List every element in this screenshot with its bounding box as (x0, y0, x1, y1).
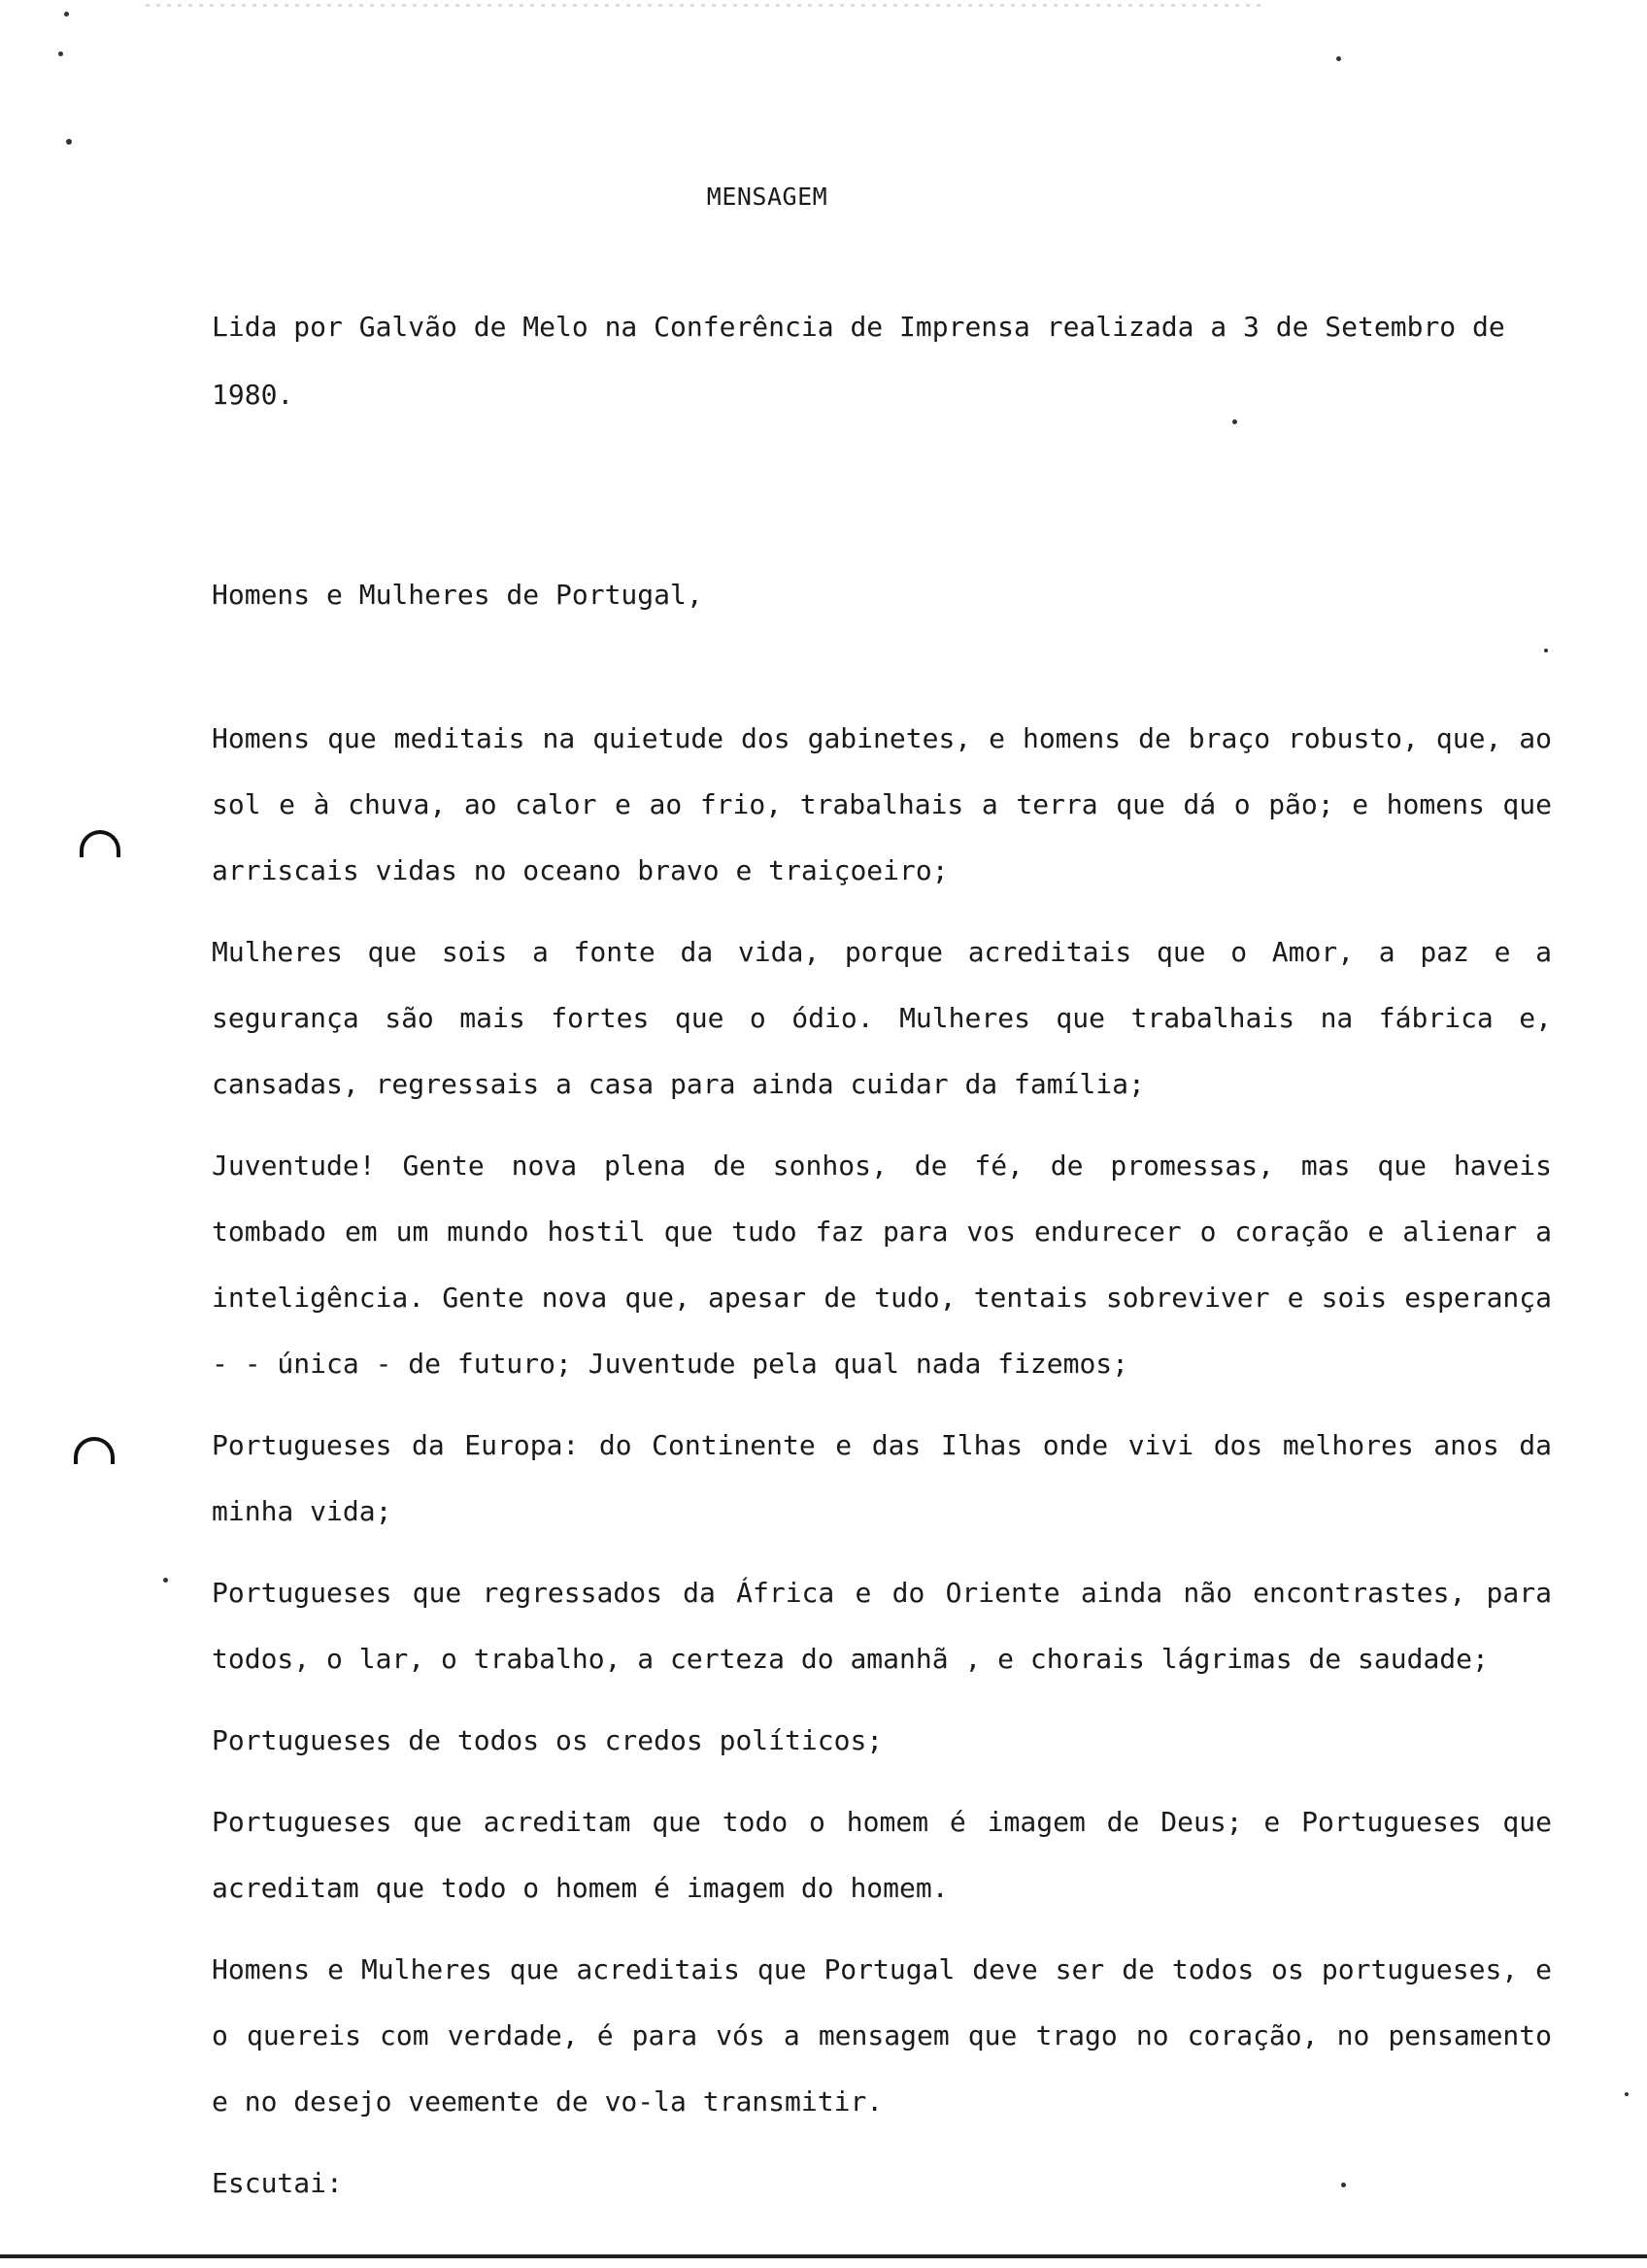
paragraph: Homens que meditais na quietude dos gabinetes, e homens de braço robusto, que, ao sol e à chuva, ao calor e ao frio, trabalhais a terra que dá o pão; e homens que arriscais vidas no oceano bravo e traiçoeiro; (212, 722, 1552, 886)
document-title: MENSAGEM (706, 183, 828, 211)
paragraph: Portugueses que acreditam que todo o homem é imagem de Deus; e Portugueses que acreditam que todo o homem é imagem do homem. (212, 1806, 1552, 1904)
paragraph: Homens e Mulheres que acreditais que Portugal deve ser de todos os portugueses, e o quereis com verdade, é para vós a mensagem que trago no coração, no pensamento e no desejo veemente de vo-la transmitir. (212, 1953, 1552, 2118)
scan-speck (64, 12, 69, 17)
document-subtitle: Lida por Galvão de Melo na Conferência de Imprensa realizada a 3 de Setembro de 1980. (212, 311, 1505, 411)
paragraph: Juventude! Gente nova plena de sonhos, de fé, de promessas, mas que haveis tombado em um mundo hostil que tudo faz para vos endurecer o coração e alienar a inteligência. Gente nova que, apesar de tudo, tentais sobreviver e sois esperança - - única - de futuro; Juventude pela qual nada fizemos; (212, 1150, 1552, 1380)
paragraph: Mulheres que sois a fonte da vida, porque acreditais que o Amor, a paz e a segurança são mais fortes que o ódio. Mulheres que trabalhais na fábrica e, cansadas, regressais a casa para ainda cuidar da família; (212, 936, 1552, 1100)
paragraph: Escutai: (212, 2167, 343, 2199)
greeting: Homens e Mulheres de Portugal, (212, 579, 703, 611)
punch-hole-mark (74, 1437, 115, 1464)
scan-speck (1336, 56, 1341, 61)
punch-hole-mark (80, 830, 120, 857)
paragraph: Portugueses que regressados da África e do Oriente ainda não encontrastes, para todos, o lar, o trabalho, a certeza do amanhã , e chorais lágrimas de saudade; (212, 1577, 1552, 1675)
scan-speck (1544, 649, 1548, 652)
scan-artifact-top (146, 4, 1262, 7)
scan-speck (58, 51, 63, 56)
paragraph: Portugueses da Europa: do Continente e das Ilhas onde vivi dos melhores anos da minha vida; (212, 1429, 1552, 1527)
bottom-rule (0, 2254, 1647, 2258)
scan-speck (1625, 2092, 1629, 2096)
scan-speck (66, 139, 72, 145)
scan-speck (163, 1578, 168, 1583)
document-body (212, 706, 1552, 2232)
paragraph: Portugueses de todos os credos políticos; (212, 1724, 884, 1756)
